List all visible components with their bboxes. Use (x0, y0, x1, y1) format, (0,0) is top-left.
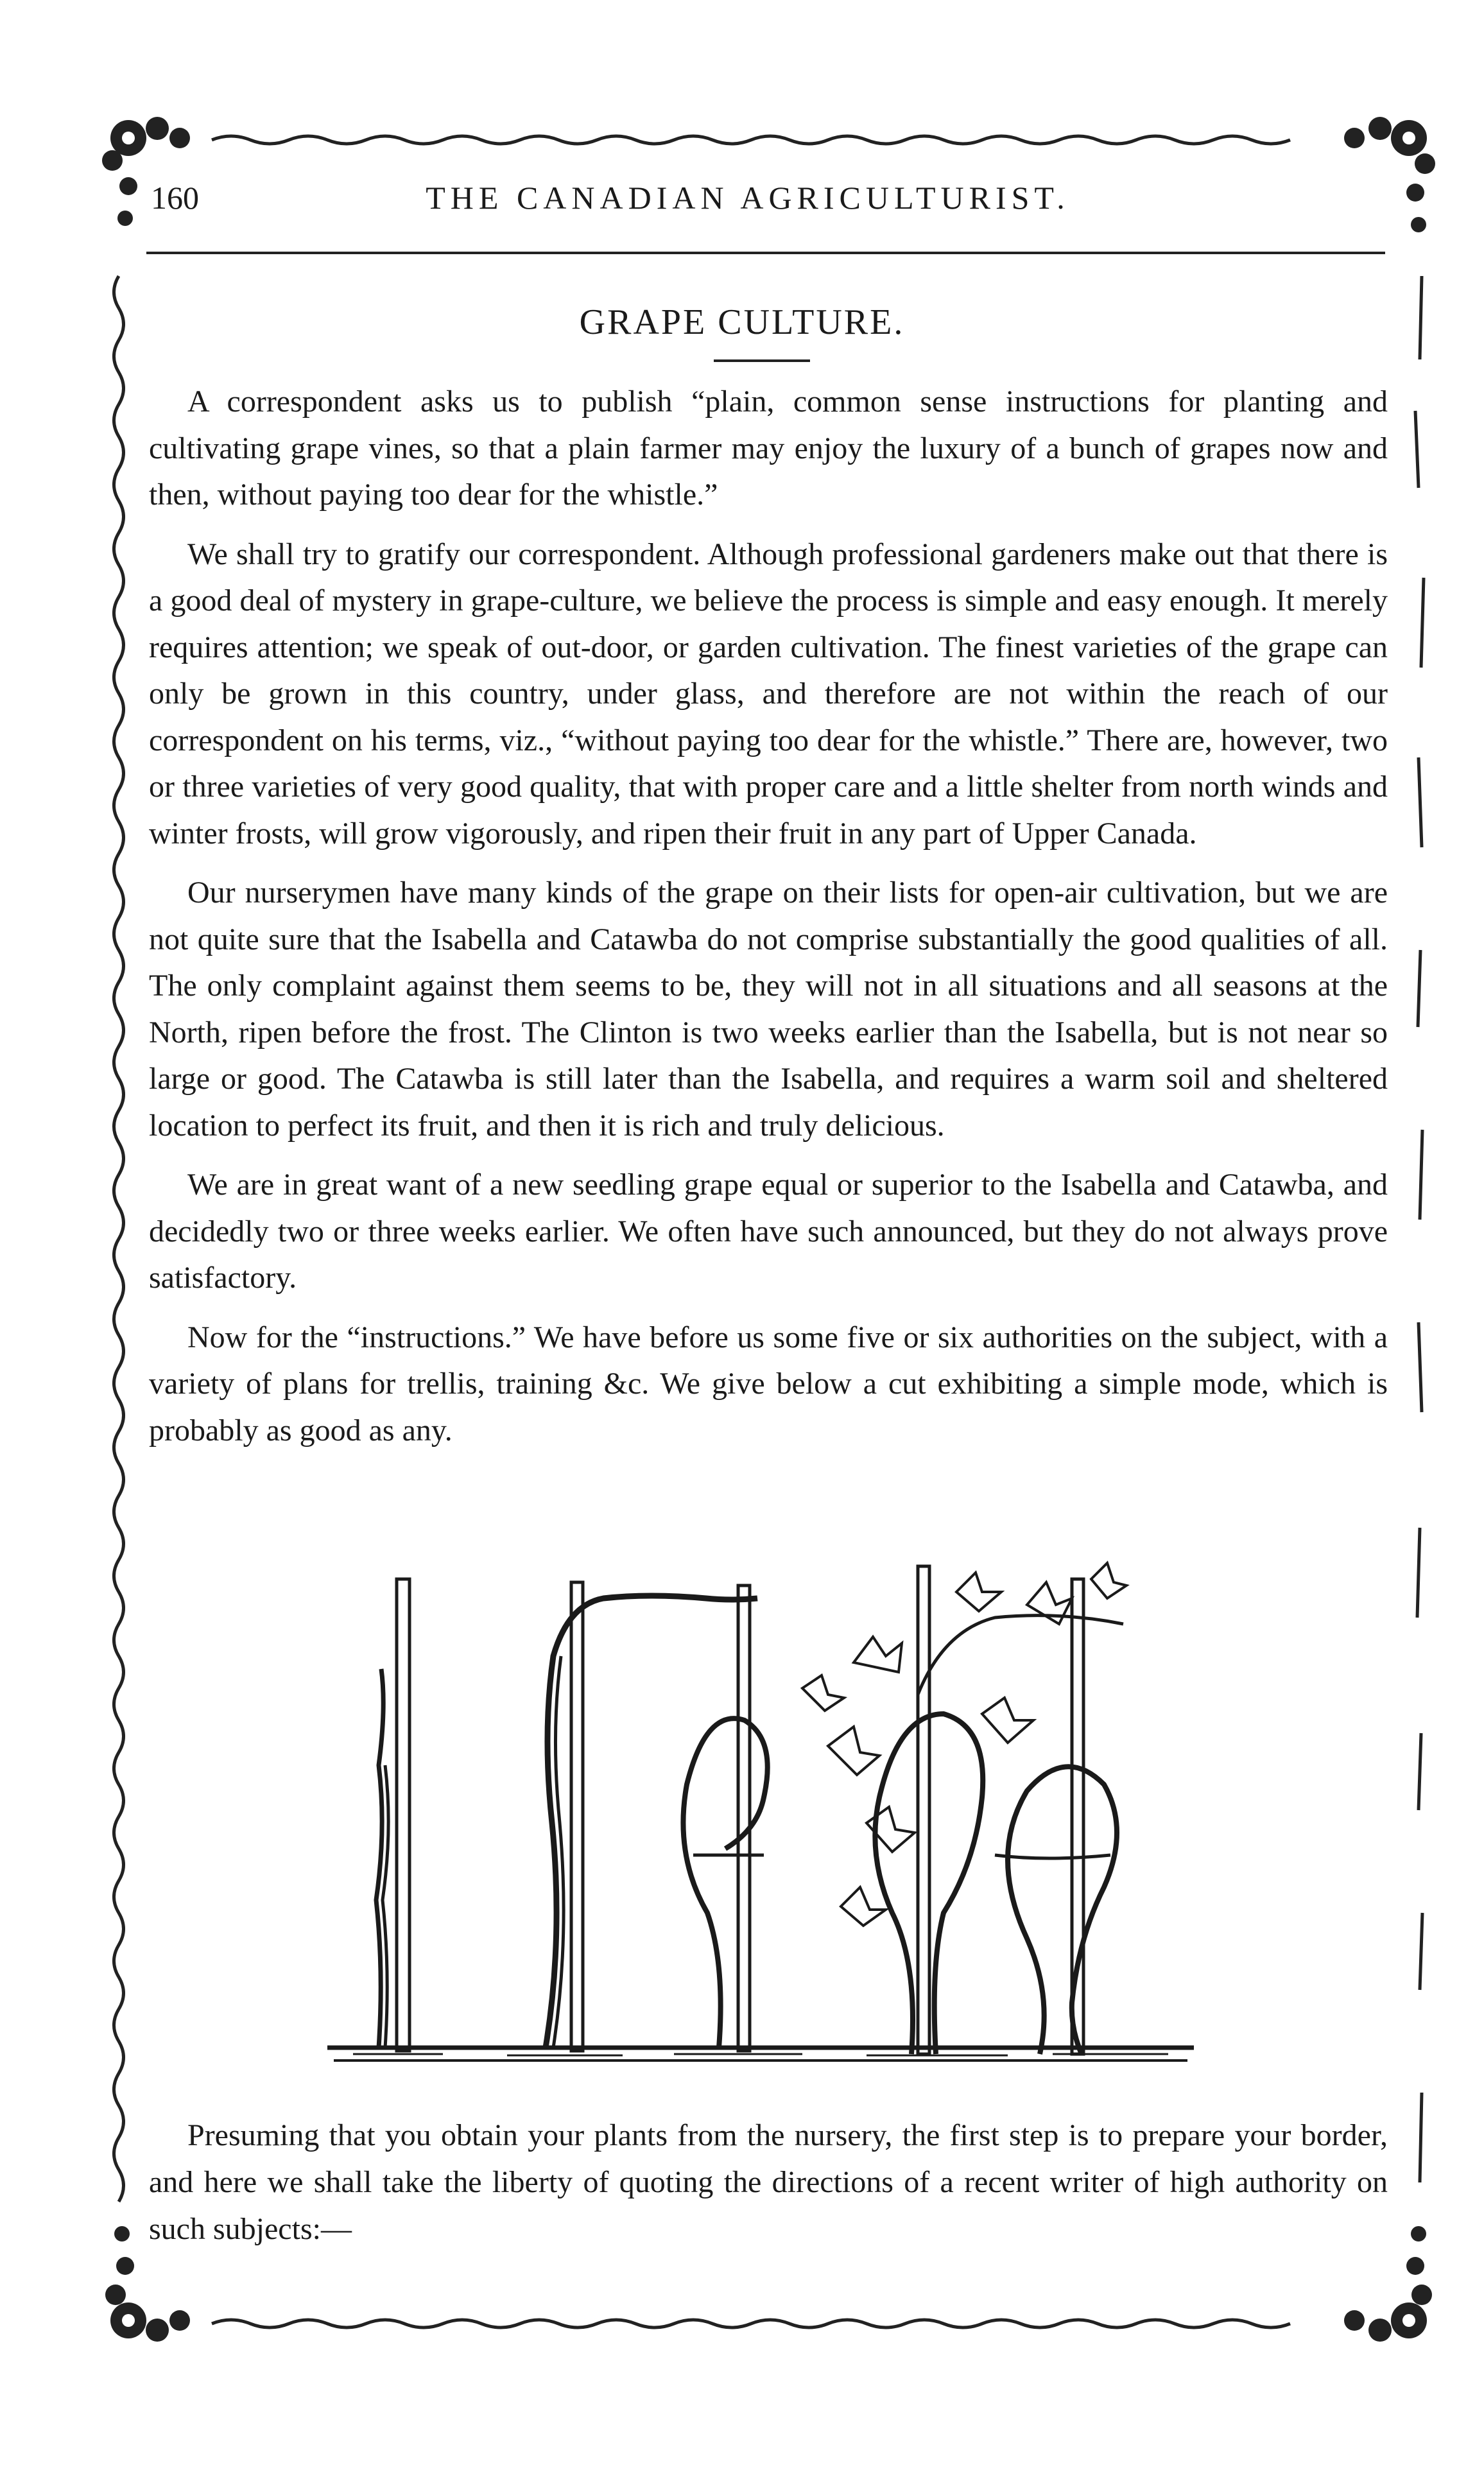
paragraph-1: A correspondent asks us to publish “plain, common sense instructions for planting and cultivating grape vines, so that a plain farmer may enjoy the luxury of a bunch of grapes now and then, without paying too dear for the whistle.” (149, 384, 1388, 512)
paragraph-5: Now for the “instructions.” We have before us some five or six authorities on the subject, with a variety of plans for trellis, training &c. We give below a cut exhibiting a simple mode, which is probably as good as any. (149, 1320, 1388, 1447)
title-rule (714, 359, 810, 362)
grape-trellis-illustration (315, 1553, 1213, 2073)
paragraph-2: We shall try to gratify our correspondent. Although professional gardeners make out that there is a good deal of mystery in grape-culture, we believe the process is simple and easy enough. It merely requires attention; we speak of out-door, or garden cultivation. The finest varieties of the grape can only be grown in this country, under glass, and therefore are not within the reach of our correspondent on his terms, viz., “without paying too dear for the whistle.” There are, however, two or three varieties of very good quality, that with proper care and a little shelter from north winds and winter frosts, will grow vigorously, and ripen their fruit in any part of Upper Canada. (149, 537, 1388, 851)
article-body (149, 379, 1388, 1454)
header-rule (146, 252, 1385, 254)
closing-paragraph: Presuming that you obtain your plants from the nursery, the first step is to prepare your border, and here we shall take the liberty of quoting the directions of a recent writer of high authority on such subjects:— (149, 2118, 1388, 2246)
running-head (151, 172, 1383, 223)
paragraph-3: Our nurserymen have many kinds of the grape on their lists for open-air cultivation, but we are not quite sure that the Isabella and Catawba do not comprise substantially the good qualities of all. The only complaint against them seems to be, they will not in all situations and all seasons at the North, ripen before the frost. The Clinton is two weeks earlier than the Isabella, but is not near so large or good. The Catawba is still later than the Isabella, and requires a warm soil and sheltered location to perfect its fruit, and then it is rich and truly delicious. (149, 876, 1388, 1143)
article-title: GRAPE CULTURE. (579, 302, 905, 342)
closing-text (149, 2112, 1388, 2252)
journal-title: THE CANADIAN AGRICULTURIST. (426, 180, 1070, 216)
paragraph-4: We are in great want of a new seedling grape equal or superior to the Isabella and Catawba, and decidedly two or three weeks earlier. We often have such announced, but they do not always prove satisfactory. (149, 1168, 1388, 1295)
page-number: 160 (151, 180, 199, 216)
